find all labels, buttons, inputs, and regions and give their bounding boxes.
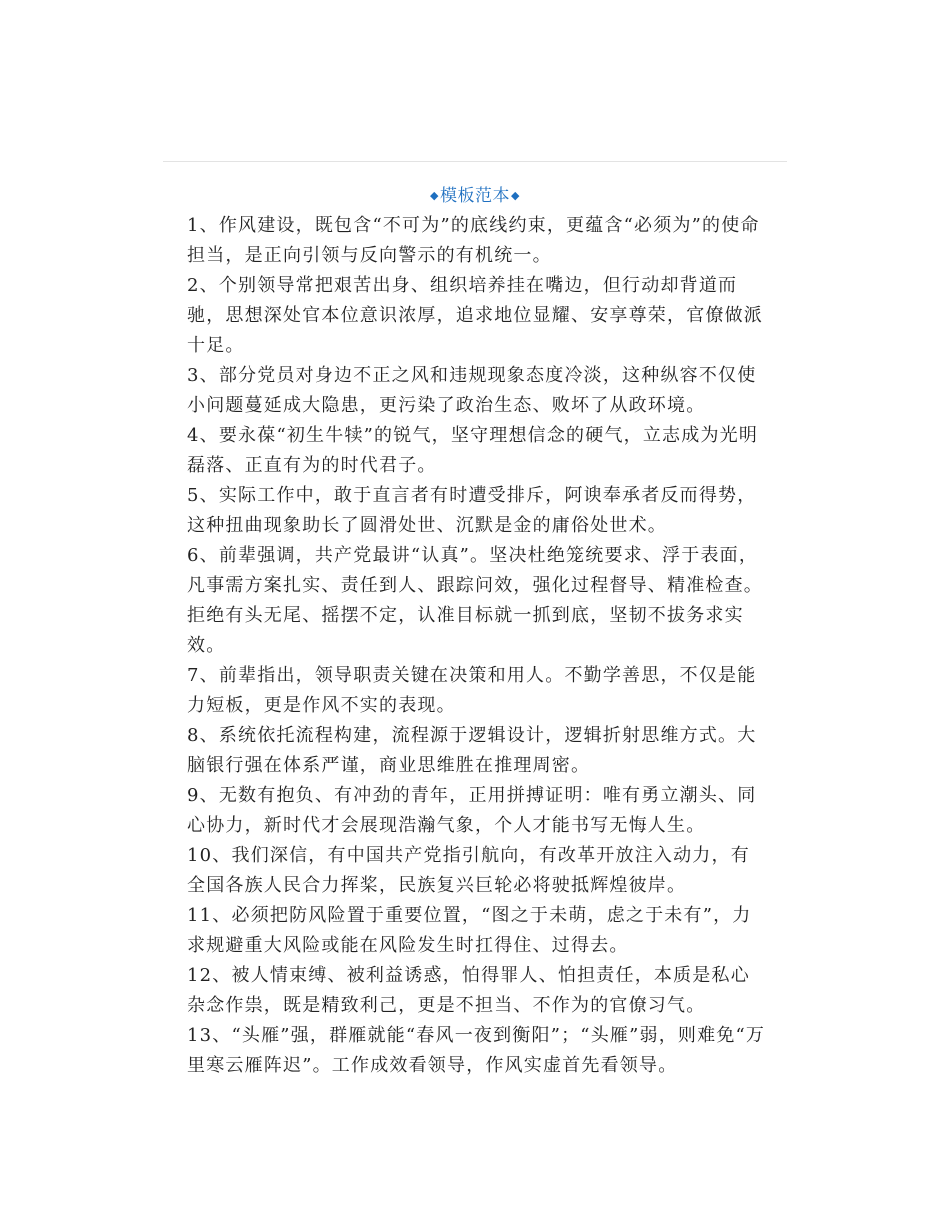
paragraph-item: 12、被人情束缚、被利益诱惑，怕得罪人、怕担责任，本质是私心杂念作祟，既是精致利己，更是不担当、不作为的官僚习气。 <box>187 965 750 1016</box>
diamond-icon: ◆ <box>511 189 520 202</box>
paragraph-item: 13、“头雁”强，群雁就能“春风一夜到衡阳”；“头雁”弱，则难免“万里寒云雁阵迟”。工作成效看领导，作风实虚首先看领导。 <box>187 1025 766 1076</box>
header-divider <box>163 161 787 162</box>
header-title: 模板范本 <box>440 186 510 206</box>
paragraph-item: 3、部分党员对身边不正之风和违规现象态度冷淡，这种纵容不仅使小问题蔓延成大隐患，更污染了政治生态、败坏了从政环境。 <box>187 365 757 416</box>
paragraph-item: 1、作风建设，既包含“不可为”的底线约束，更蕴含“必须为”的使命担当，是正向引领与反向警示的有机统一。 <box>187 215 760 266</box>
paragraph-item: 2、个别领导常把艰苦出身、组织培养挂在嘴边，但行动却背道而驰，思想深处官本位意识浓厚，追求地位显耀、安享尊荣，官僚做派十足。 <box>187 275 763 356</box>
paragraph-item: 6、前辈强调，共产党最讲“认真”。坚决杜绝笼统要求、浮于表面，凡事需方案扎实、责任到人、跟踪问效，强化过程督导、精准检查。拒绝有头无尾、摇摆不定，认准目标就一抓到底，坚韧不拔务求实效。 <box>187 545 763 656</box>
template-header <box>163 184 787 208</box>
paragraph-item: 7、前辈指出，领导职责关键在决策和用人。不勤学善思，不仅是能力短板，更是作风不实的表现。 <box>187 665 757 716</box>
paragraph-item: 11、必须把防风险置于重要位置，“图之于未萌，虑之于未有”，力求规避重大风险或能在风险发生时扛得住、过得去。 <box>187 905 752 956</box>
paragraph-item: 5、实际工作中，敢于直言者有时遭受排斥，阿谀奉承者反而得势，这种扭曲现象助长了圆滑处世、沉默是金的庸俗处世术。 <box>187 485 757 536</box>
paragraph-item: 8、系统依托流程构建，流程源于逻辑设计，逻辑折射思维方式。大脑银行强在体系严谨，商业思维胜在推理周密。 <box>187 725 757 776</box>
paragraph-list <box>187 211 767 1081</box>
paragraph-item: 4、要永葆“初生牛犊”的锐气，坚守理想信念的硬气，立志成为光明磊落、正直有为的时代君子。 <box>187 425 759 476</box>
diamond-icon: ◆ <box>430 189 439 202</box>
paragraph-item: 9、无数有抱负、有冲劲的青年，正用拼搏证明：唯有勇立潮头、同心协力，新时代才会展现浩瀚气象，个人才能书写无悔人生。 <box>187 785 757 836</box>
paragraph-item: 10、我们深信，有中国共产党指引航向，有改革开放注入动力，有全国各族人民合力挥桨，民族复兴巨轮必将驶抵辉煌彼岸。 <box>187 845 750 896</box>
